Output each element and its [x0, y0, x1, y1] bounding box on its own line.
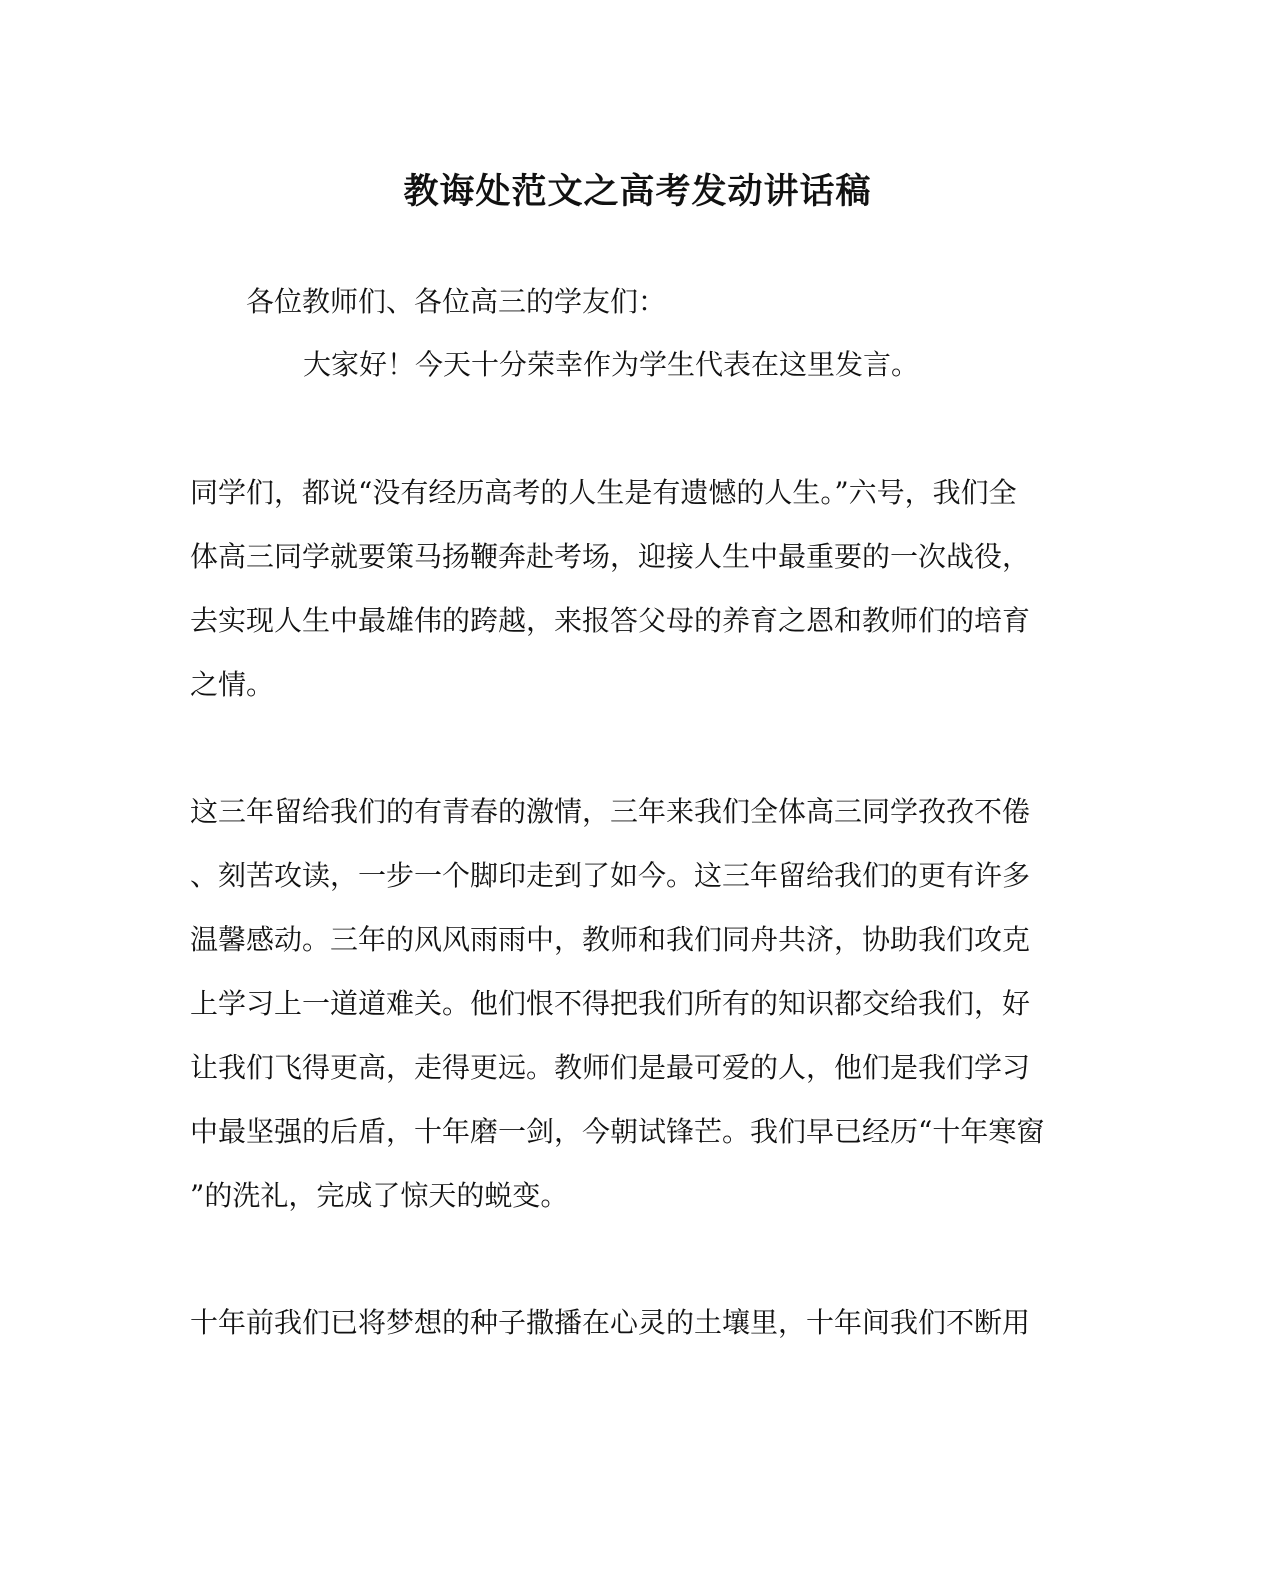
- paragraph-line: 、刻苦攻读，一步一个脚印走到了如今。这三年留给我们的更有许多: [190, 859, 1031, 892]
- paragraph-line: 中最坚强的后盾，十年磨一剑，今朝试锋芒。我们早已经历“十年寒窗: [190, 1115, 1045, 1148]
- paragraph-line: ”的洗礼，完成了惊天的蜕变。: [190, 1179, 569, 1212]
- paragraph-line: 温馨感动。三年的风风雨雨中，教师和我们同舟共济，协助我们攻克: [190, 923, 1031, 956]
- paragraph-line: 体高三同学就要策马扬鞭奔赴考场，迎接人生中最重要的一次战役，: [190, 540, 1031, 573]
- paragraph-line: 去实现人生中最雄伟的跨越，来报答父母的养育之恩和教师们的培育: [190, 604, 1031, 637]
- paragraph-line: 这三年留给我们的有青春的激情，三年来我们全体高三同学孜孜不倦: [190, 795, 1031, 828]
- paragraph-line: 上学习上一道道难关。他们恨不得把我们所有的知识都交给我们，好: [190, 987, 1031, 1020]
- paragraph-line: 同学们，都说“没有经历高考的人生是有遗憾的人生。”六号，我们全: [190, 476, 1017, 509]
- greeting-line: 大家好！今天十分荣幸作为学生代表在这里发言。: [303, 348, 920, 381]
- document-title: 教诲处范文之高考发动讲话稿: [403, 171, 872, 212]
- paragraph-line: 十年前我们已将梦想的种子撒播在心灵的土壤里，十年间我们不断用: [190, 1306, 1031, 1339]
- paragraph-line: 之情。: [190, 668, 275, 701]
- salutation-line: 各位教师们、各位高三的学友们：: [246, 285, 667, 318]
- paragraph-line: 让我们飞得更高，走得更远。教师们是最可爱的人，他们是我们学习: [190, 1051, 1031, 1084]
